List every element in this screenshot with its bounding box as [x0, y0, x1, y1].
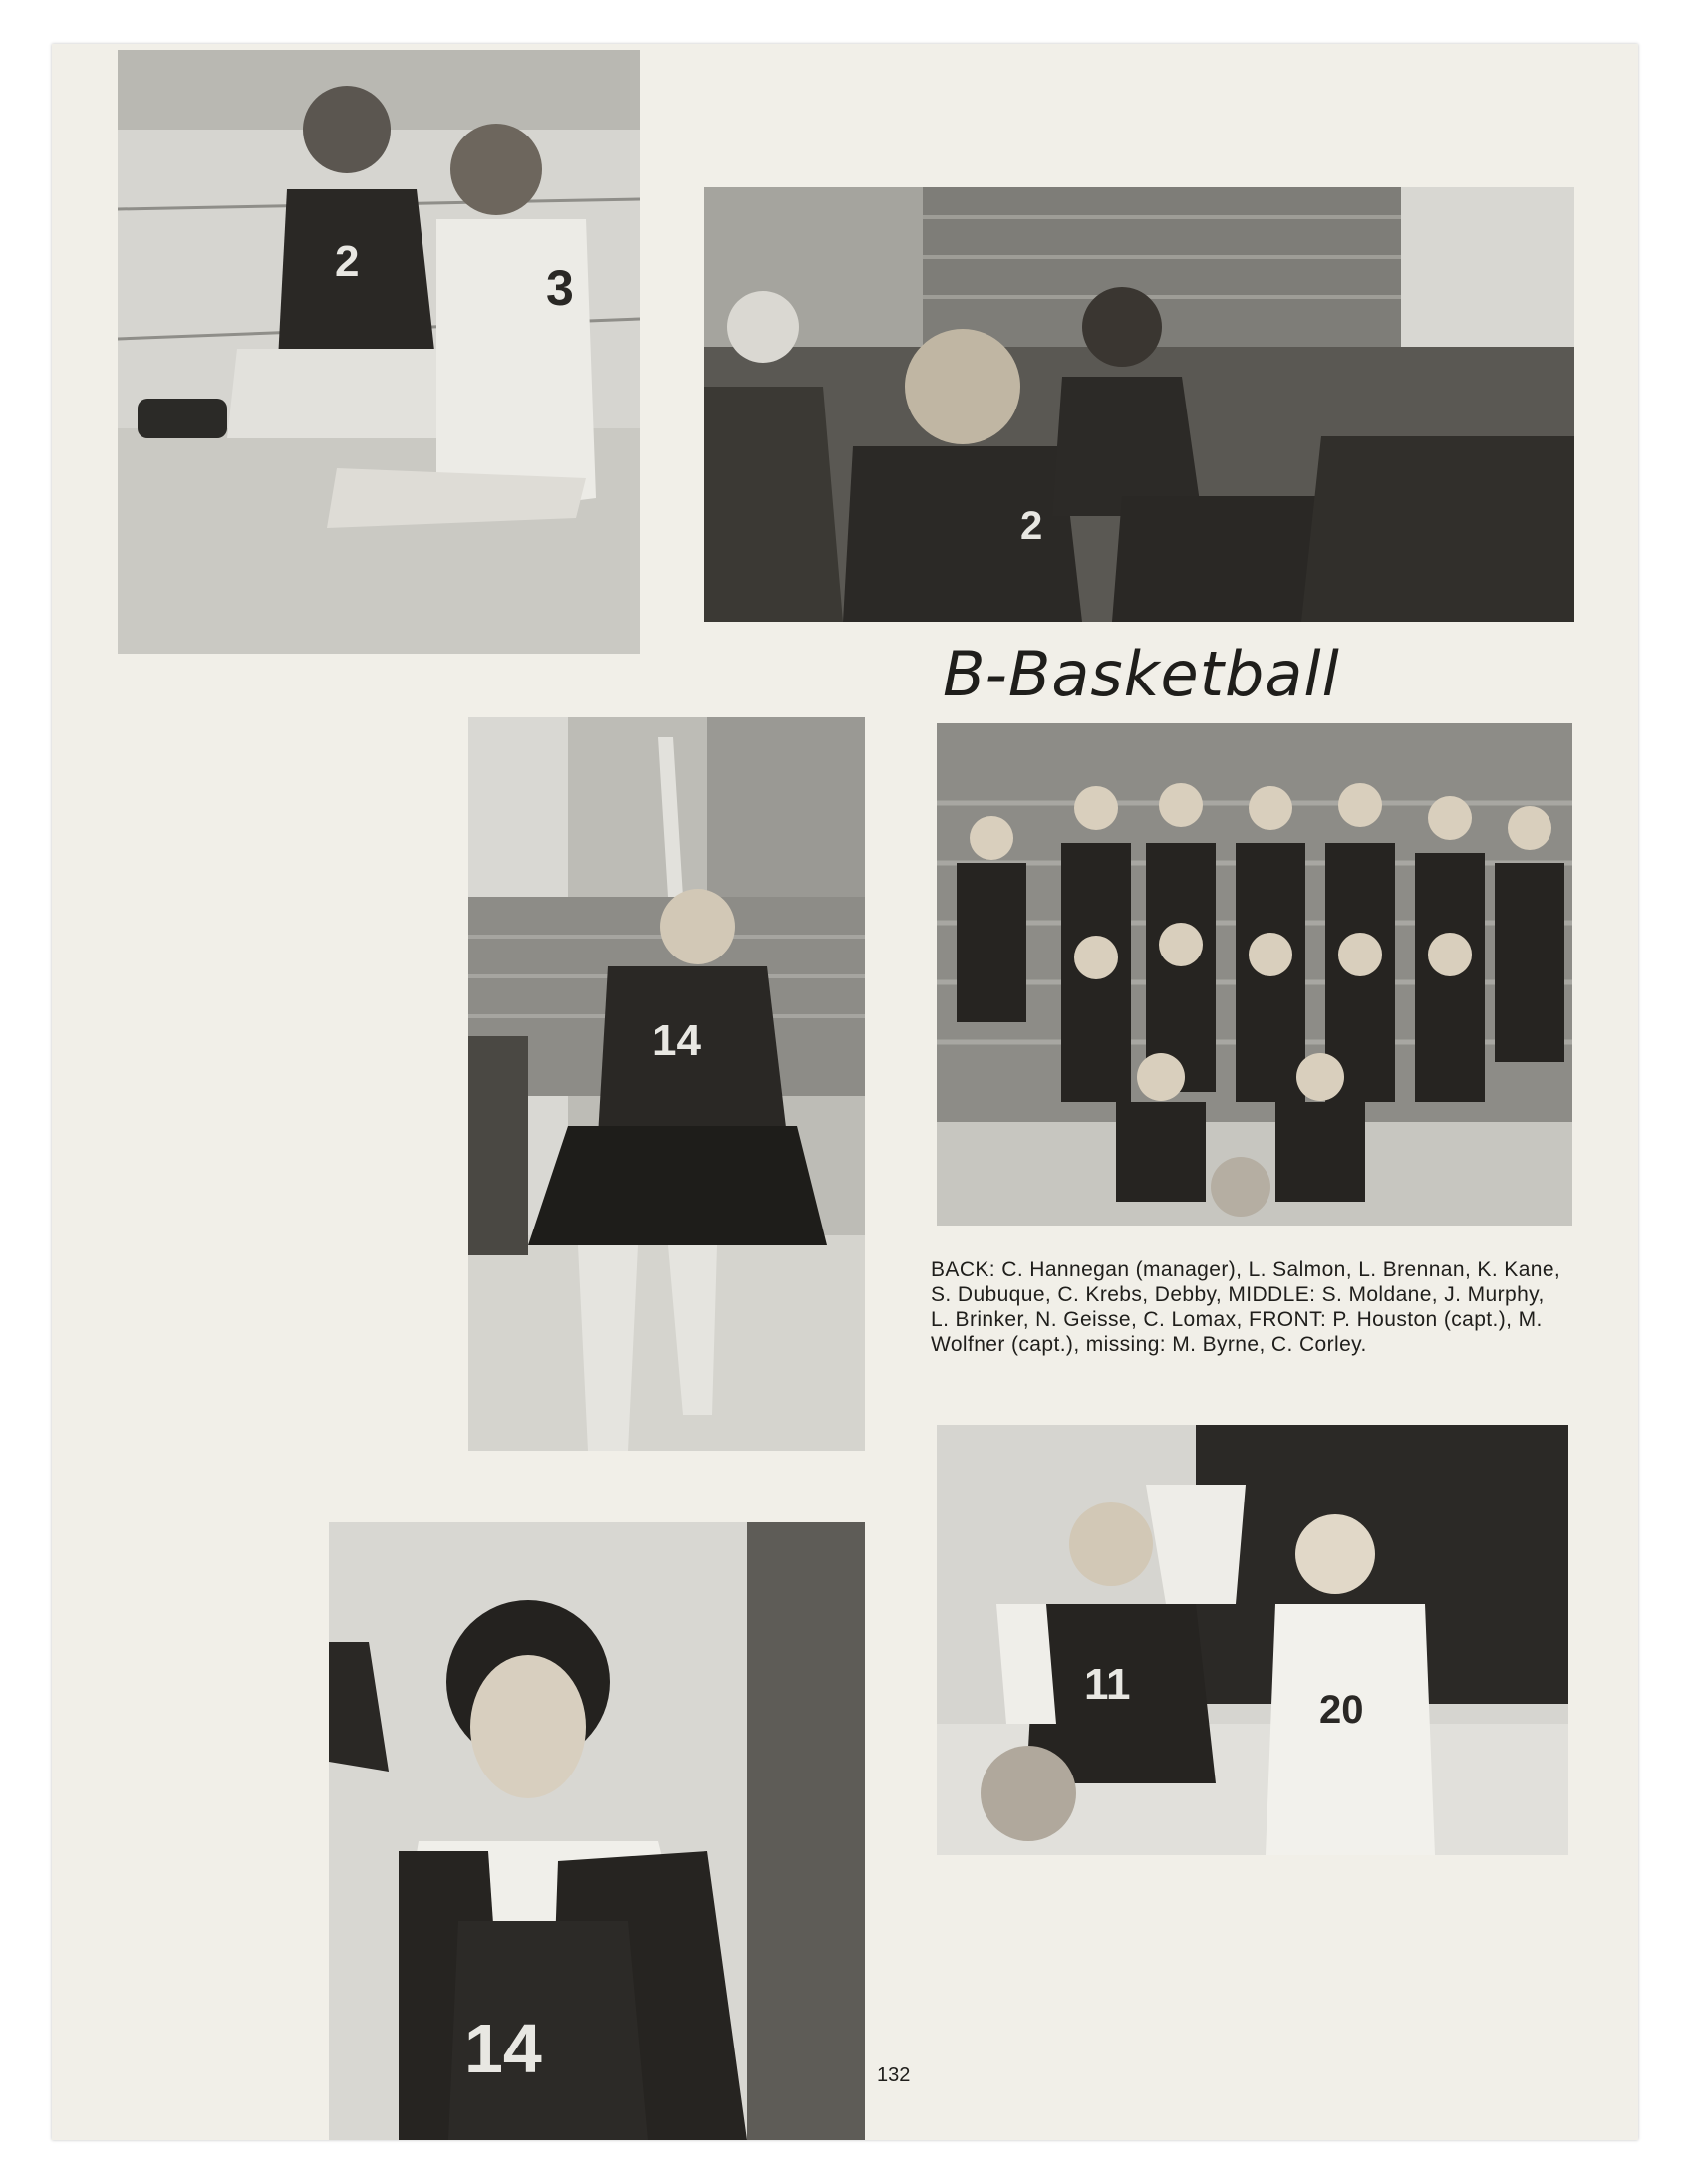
- jersey-number-20: 20: [1319, 1688, 1364, 1732]
- photo-closeup: [329, 1522, 865, 2140]
- photo-team-portrait: [937, 723, 1572, 1226]
- photo-sitting-players: [118, 50, 640, 654]
- jersey-number-2-huddle: 2: [1020, 504, 1043, 548]
- photo-dribble: [937, 1425, 1568, 1855]
- jersey-number-2: 2: [335, 237, 360, 286]
- page-number: 132: [877, 2064, 911, 2086]
- photo-shot: [468, 717, 865, 1451]
- jersey-number-14-closeup: 14: [464, 2010, 542, 2087]
- page-title: B-Basketball: [943, 638, 1340, 710]
- jersey-number-11: 11: [1084, 1660, 1131, 1709]
- team-caption: BACK: C. Hannegan (manager), L. Salmon, L. Brennan, K. Kane, S. Dubuque, C. Krebs, Debby, MIDDLE: S. Moldane, J. Murphy, L. Brinker, N. Geisse, C. Lomax, FRONT: P. Houston (capt.), M. Wolfner (capt.), missing: M. Byrne, C. Corley.: [931, 1258, 1561, 1356]
- jersey-number-3: 3: [546, 260, 574, 316]
- jersey-number-14-shot: 14: [652, 1016, 701, 1065]
- photo-huddle: [704, 187, 1574, 622]
